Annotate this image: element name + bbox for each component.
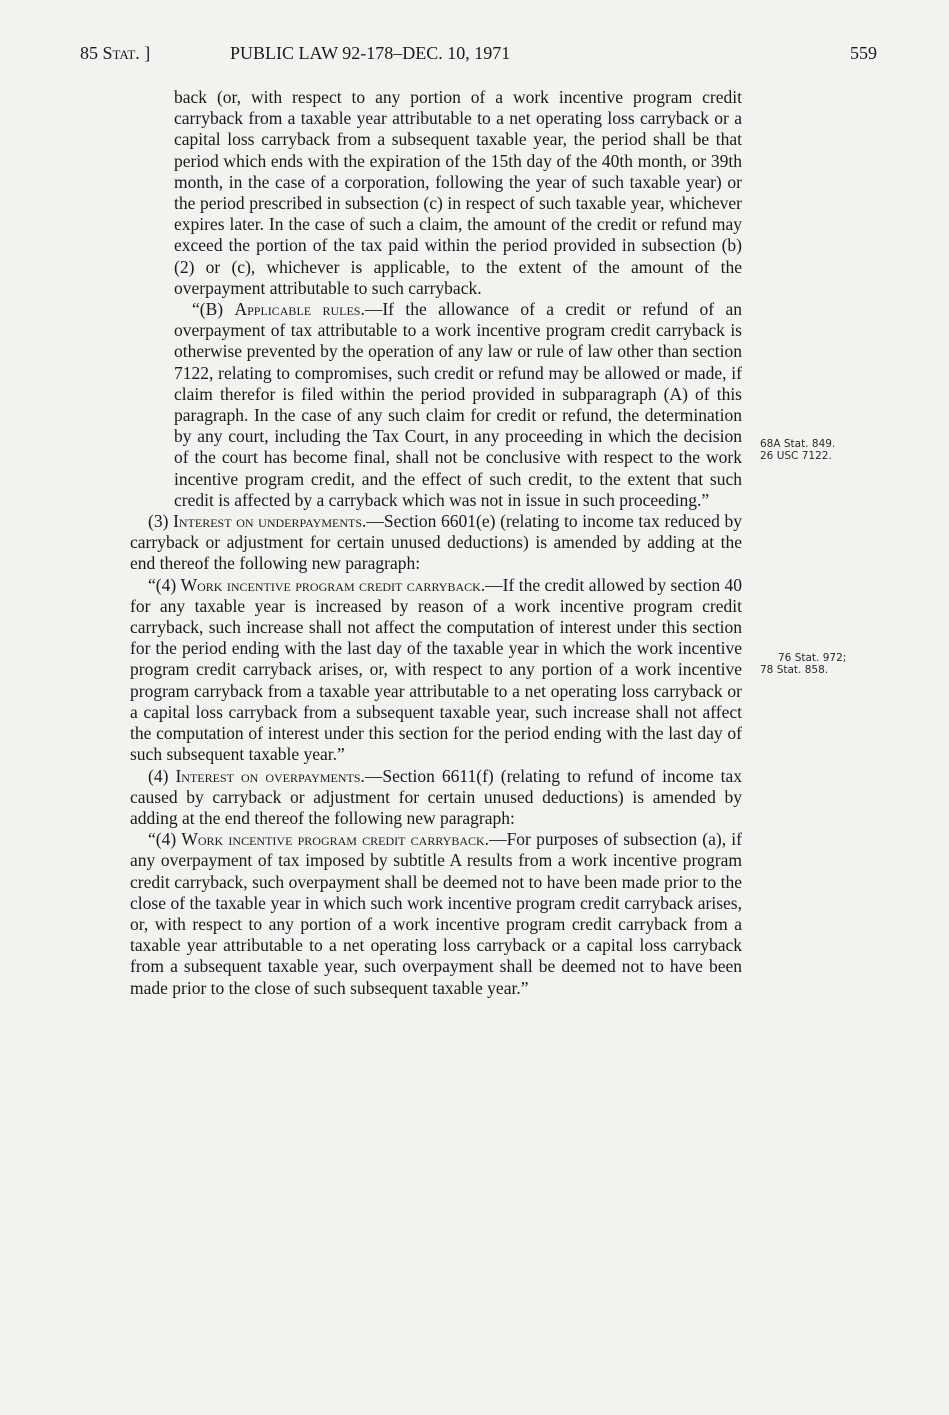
margin-note-line: 26 USC 7122. bbox=[760, 450, 832, 462]
page-header bbox=[80, 40, 877, 66]
paragraph-heading: Work incentive program credit carryback. bbox=[181, 829, 490, 850]
paragraph-block bbox=[130, 511, 742, 999]
paragraph-lead: “(4) bbox=[148, 574, 181, 595]
margin-note-line: 68A Stat. 849. bbox=[760, 438, 836, 450]
page-number: 559 bbox=[850, 43, 877, 63]
paragraph-text: —If the allowance of a credit or refund of an overpayment of tax attributable to a work incentive program credit carryback is otherwise prevented by the operation of any law or rule of law other than section 7122, relating to compromises, such credit or refund may be allowed or made, if claim therefor is filed within the period provided in subparagraph (A) of this paragraph. In the case of any such claim for credit or refund, the determination by any court, including the Tax Court, in any proceeding in which the decision of the court has become final, shall not be conclusive with respect to the work incentive program credit, and the effect of such credit, to the extent that such credit is affected by a carryback which was not in issue in such proceeding.” bbox=[174, 299, 742, 510]
paragraph-text: —Section 6611(f) (relating to refund of income tax caused by carryback or adjustment for certain unused deductions) is amended by adding at the end thereof the following new paragraph: bbox=[130, 765, 742, 828]
paragraph-lead: (3) bbox=[148, 511, 174, 532]
paragraph-interest-overpayments bbox=[130, 766, 742, 830]
paragraph-lead: “(4) bbox=[148, 829, 182, 850]
margin-note-citation bbox=[760, 652, 866, 676]
margin-note-line: 76 Stat. 972; bbox=[778, 652, 847, 664]
margin-note-line: 78 Stat. 858. bbox=[760, 664, 829, 676]
paragraph-text: —If the credit allowed by section 40 for any taxable year is increased by reason of a work incentive program credit carryback, such increase shall not affect the computation of interest under this section for the period ending with the last day of the taxable year in which the work incentive program credit carryback arises, or, with respect to any portion of a work incentive program carryback from a taxable year attributable to a net operating loss carryback or a capital loss carryback from a subsequent taxable year, such increase shall not affect the computation of interest under this section for the period ending with the last day of such subsequent taxable year.” bbox=[130, 574, 742, 765]
running-title: PUBLIC LAW 92-178–DEC. 10, 1971 bbox=[230, 43, 511, 63]
margin-note-citation bbox=[760, 438, 866, 462]
paragraph-block bbox=[130, 87, 742, 511]
paragraph-wip-carryback-interest bbox=[130, 575, 742, 766]
paragraph-lead: “(B) bbox=[192, 299, 235, 320]
paragraph-heading: Interest on overpayments. bbox=[175, 765, 365, 786]
paragraph-continued: back (or, with respect to any portion of a work incentive program credit carryback from a taxable year attributable to a net operating loss carryback or a capital loss carryback from a subsequent taxable year, the period shall be that period which ends with the expiration of the 15th day of the 40th month, or 39th month, in the case of a corporation, following the year of such taxable year) or the period prescribed in subsection (c) in respect of such taxable year, whichever expires later. In the case of such a claim, the amount of the credit or refund may exceed the portion of the tax paid within the period provided in subsection (b) (2) or (c), whichever is applicable, to the extent of the amount of the overpayment attributable to such carryback. bbox=[174, 87, 742, 298]
paragraph-text: —For purposes of subsection (a), if any overpayment of tax imposed by subtitle A results from a work incentive program credit carryback, such overpayment shall be deemed not to have been made prior to the close of the taxable year in which such work incentive program credit carryback arises, or, with respect to any portion of a work incentive program credit carryback from a taxable year attributable to a net operating loss carryback or a capital loss carryback from a subsequent taxable year, such overpayment shall be deemed not to have been made prior to the close of such subsequent taxable year.” bbox=[130, 829, 742, 998]
paragraph-heading: Interest on underpayments. bbox=[173, 511, 367, 532]
paragraph-heading: Work incentive program credit carryback. bbox=[180, 574, 486, 595]
paragraph-wip-carryback-overpayment bbox=[130, 829, 742, 999]
paragraph-heading: Applicable rules. bbox=[234, 299, 365, 320]
volume-reference: 85 Stat. ] bbox=[80, 43, 151, 63]
paragraph-lead: (4) bbox=[148, 765, 176, 786]
paragraph-interest-underpayments bbox=[130, 511, 742, 575]
paragraph-applicable-rules bbox=[174, 299, 742, 511]
page-body bbox=[130, 87, 742, 999]
paragraph-text: —Section 6601(e) (relating to income tax reduced by carryback or adjustment for certain unused deductions) is amended by adding at the end thereof the following new paragraph: bbox=[130, 511, 742, 574]
